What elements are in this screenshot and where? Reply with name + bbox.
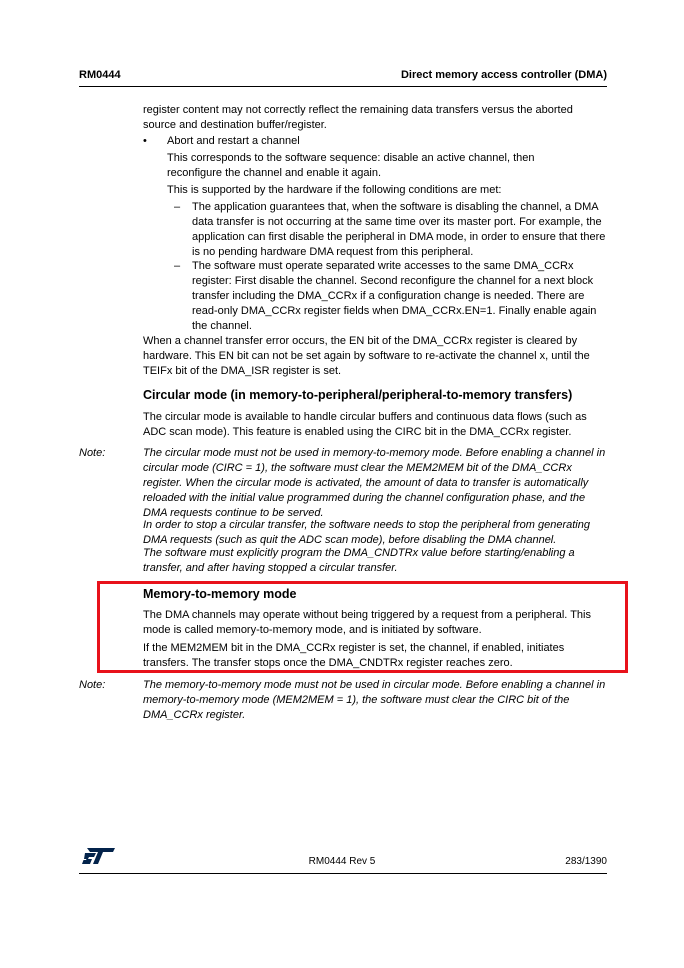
m2m-paragraph-2: If the MEM2MEM bit in the DMA_CCRx register is set, the channel, if enabled, initiates transfers. The transfer stops once the DMA_CNDTRx register reaches zero.	[143, 642, 565, 669]
circular-mode-heading: Circular mode (in memory-to-peripheral/peripheral-to-memory transfers)	[143, 388, 573, 402]
m2m-heading: Memory-to-memory mode	[143, 587, 297, 601]
footer-divider	[79, 873, 607, 874]
condition-item: The software must operate separated write accesses to the same DMA_CCRx register: First disable the channel. Second reconfigure the channel for a next block transfer including the DMA_CCRx if a configuration change is needed. There are read-only DMA_CCRx register fields when DMA_CCRx.EN=1. Finally enable again the channel.	[192, 260, 597, 332]
bullet-abort-supported: This is supported by the hardware if the following conditions are met:	[167, 184, 502, 196]
circular-note-cndtr: The software must explicitly program the DMA_CNDTRx value before starting/enabling a transfer, and after having stopped a circular transfer.	[143, 547, 575, 574]
footer-revision: RM0444 Rev 5	[308, 856, 376, 867]
note-label: Note:	[79, 679, 106, 691]
m2m-note: The memory-to-memory mode must not be used in circular mode. Before enabling a channel in memory-to-memory mode (MEM2MEM = 1), the software must clear the CIRC bit of the DMA_CCRx register.	[143, 679, 606, 721]
bullet-abort-desc: This corresponds to the software sequence: disable an active channel, then reconfigure the channel and enable it again.	[167, 152, 535, 179]
header-doc-id: RM0444	[79, 69, 121, 81]
intro-paragraph: register content may not correctly reflect the remaining data transfers versus the aborted source and destination buffer/register.	[143, 104, 573, 131]
circular-mode-paragraph: The circular mode is available to handle circular buffers and continuous data flows (such as ADC scan mode). This feature is enabled using the CIRC bit in the DMA_CCRx register.	[143, 411, 587, 438]
footer-page-number: 283/1390	[565, 856, 607, 867]
dash-marker: –	[174, 260, 181, 272]
condition-item: The application guarantees that, when the software is disabling the channel, a DMA data transfer is not occurring at the same time over its master port. For example, the application can first disable the peripheral in DMA mode, in order to ensure that there is no pending hardware DMA request from this peripheral.	[192, 201, 606, 258]
m2m-paragraph-1: The DMA channels may operate without being triggered by a request from a peripheral. This mode is called memory-to-memory mode, and is initiated by software.	[143, 609, 591, 636]
header-divider	[79, 86, 607, 87]
header-section-title: Direct memory access controller (DMA)	[400, 69, 607, 81]
note-label: Note:	[79, 447, 106, 459]
circular-note-stop: In order to stop a circular transfer, the software needs to stop the peripheral from generating DMA requests (such as quit the ADC scan mode), before disabling the DMA channel.	[143, 519, 590, 546]
dash-marker: –	[174, 201, 181, 213]
circular-note: The circular mode must not be used in memory-to-memory mode. Before enabling a channel in circular mode (CIRC = 1), the software must clear the MEM2MEM bit of the DMA_CCRx register. When the circular mode is activated, the amount of data to transfer is automatically reloaded with the initial value programmed during the channel configuration phase, and the DMA requests continue to be served.	[143, 447, 606, 519]
bullet-abort-label: Abort and restart a channel	[167, 135, 300, 147]
bullet-marker: •	[143, 135, 147, 147]
error-paragraph: When a channel transfer error occurs, the EN bit of the DMA_CCRx register is cleared by hardware. This EN bit can not be set again by software to re-activate the channel x, until the TEIFx bit of the DMA_ISR register is set.	[143, 335, 590, 377]
